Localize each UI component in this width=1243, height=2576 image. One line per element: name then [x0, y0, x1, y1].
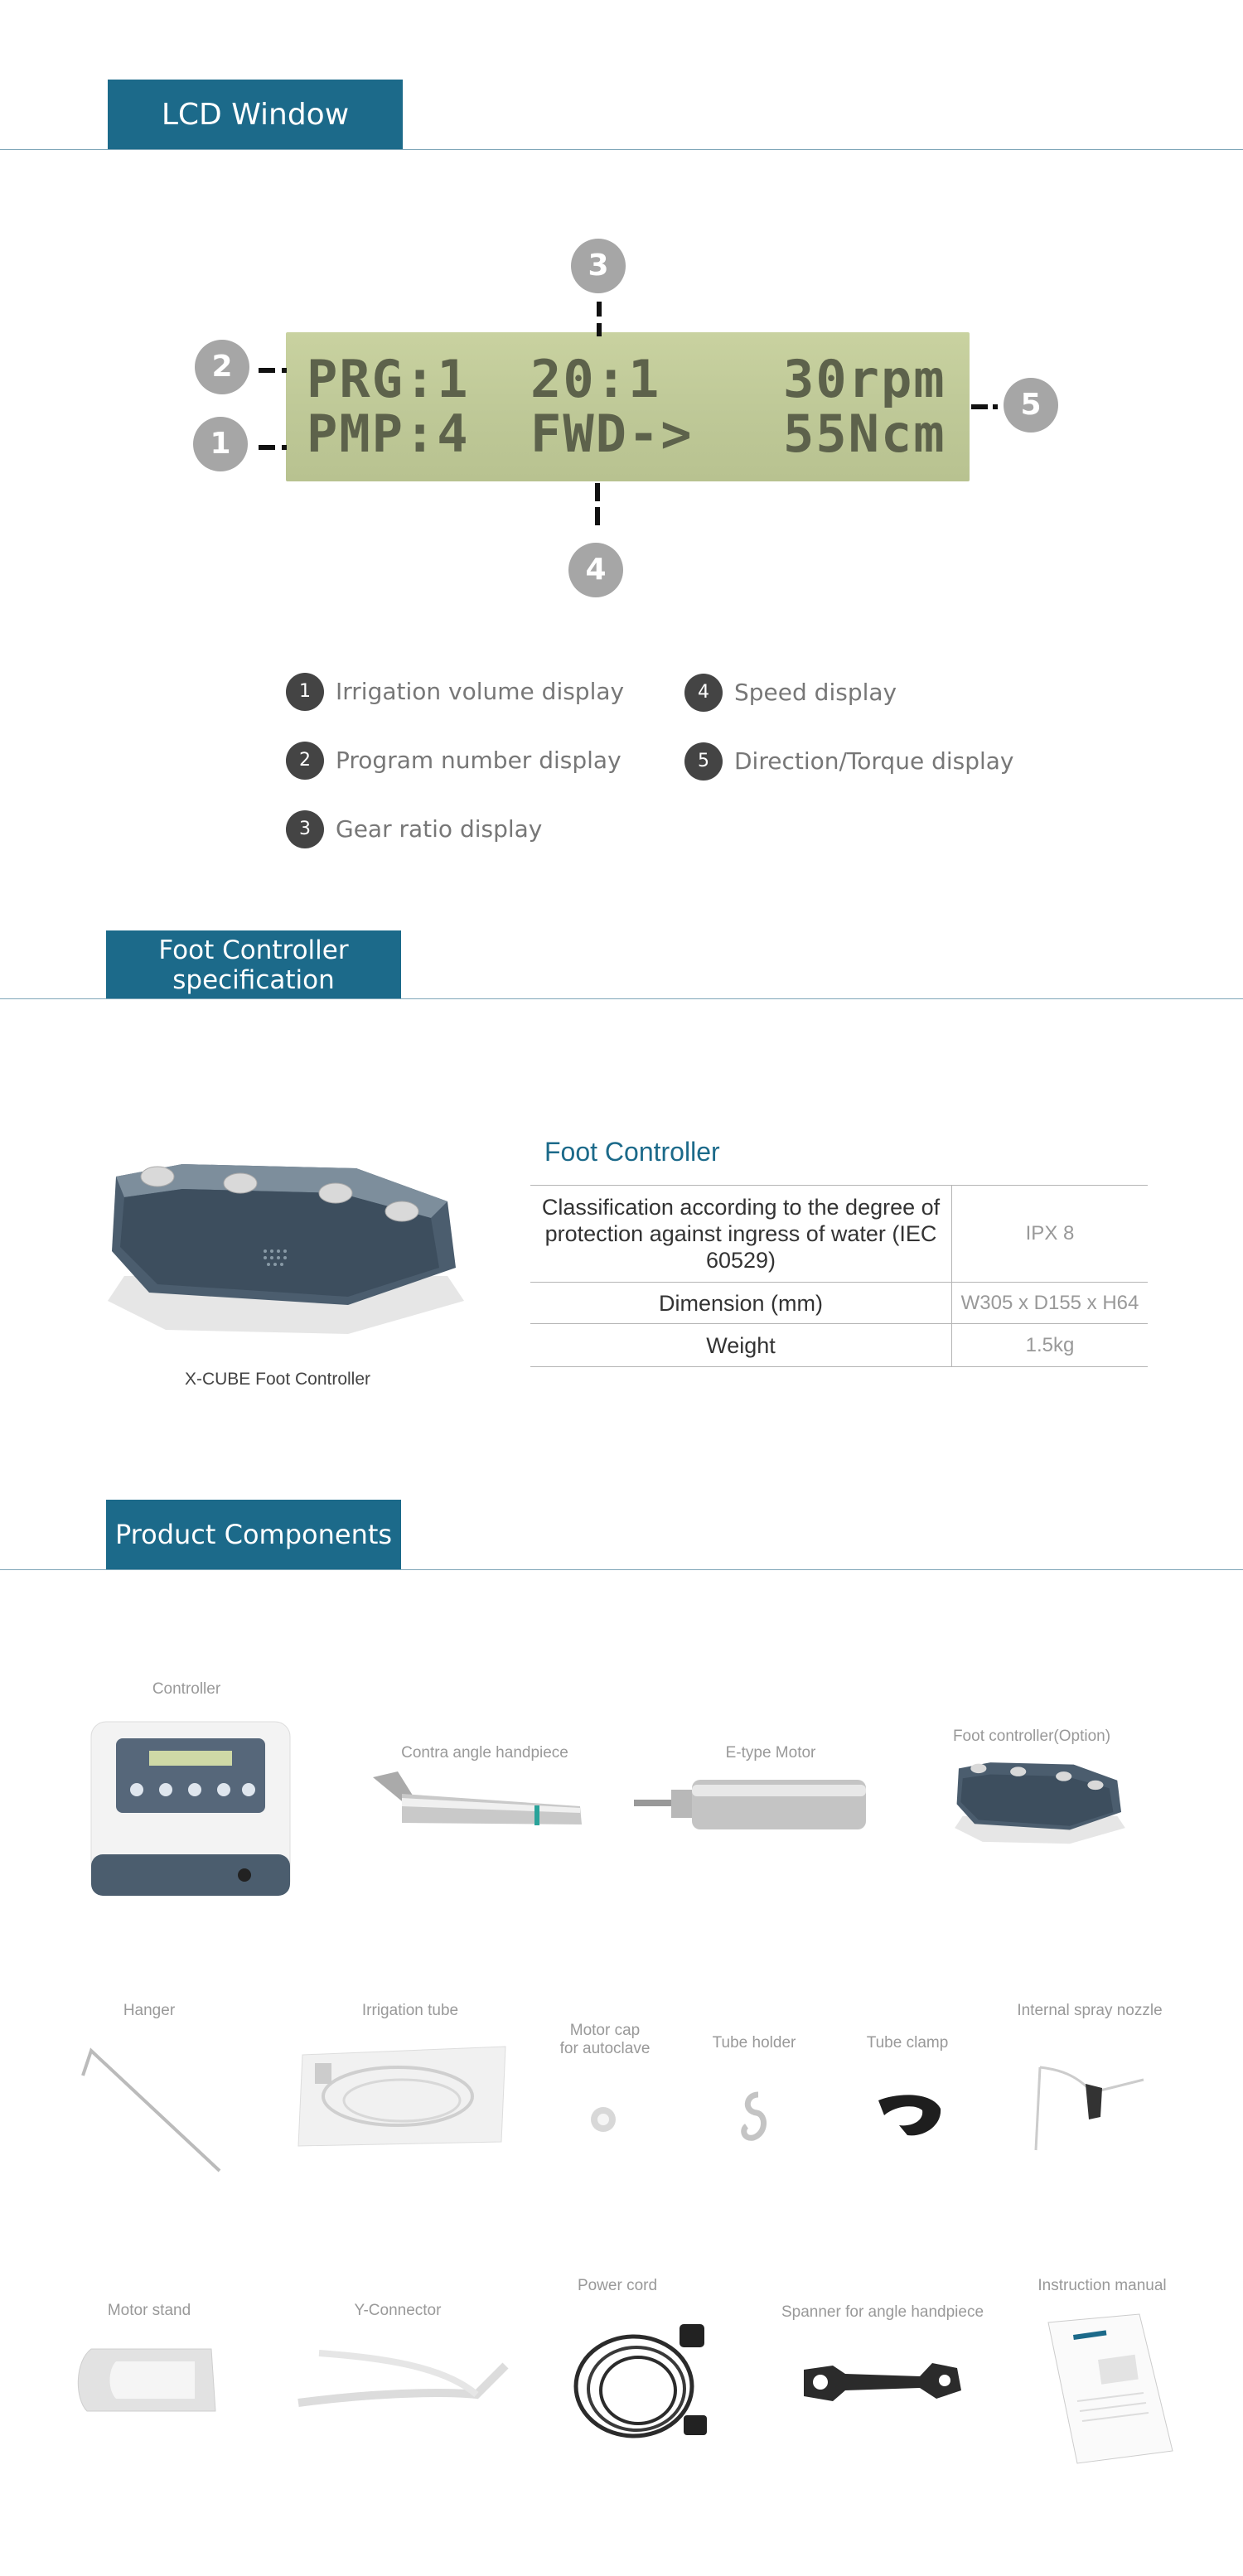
section-tab-lcd-window [108, 80, 403, 150]
motor-cap-image [588, 2105, 618, 2134]
lcd-gear-ratio: 20:1 [530, 349, 661, 409]
lcd-pump: PMP:4 [307, 404, 470, 464]
section-divider [0, 149, 1243, 150]
spec-key: Classification according to the degree of protection against ingress of water (IEC 60529) [530, 1186, 952, 1283]
leader-4 [595, 507, 600, 525]
component-label: Instruction manual [1037, 2277, 1167, 2294]
leader-1 [259, 445, 275, 450]
tube-holder-image [733, 2088, 775, 2146]
badge-3: 3 [571, 239, 626, 293]
table-row [530, 1186, 1148, 1283]
motor-image [634, 1773, 870, 1835]
badge-4: 4 [568, 543, 623, 597]
badge-1: 1 [193, 417, 248, 471]
spec-value: IPX 8 [952, 1186, 1149, 1283]
lcd-speed: 30rpm [783, 349, 946, 409]
legend-label: Irrigation volume display [336, 678, 625, 705]
leader-4 [595, 483, 600, 501]
table-row [530, 1283, 1148, 1324]
lcd-direction: FWD-> [530, 404, 694, 464]
y-connector-image [294, 2345, 510, 2415]
table-row [530, 1324, 1148, 1367]
spanner-image [796, 2353, 965, 2411]
lcd-window [286, 332, 970, 481]
section-title: LCD Window [161, 98, 350, 132]
spec-value: 1.5kg [952, 1324, 1149, 1367]
badge-5: 5 [1004, 378, 1058, 433]
controller-image [87, 1713, 294, 1904]
component-label: Internal spray nozzle [1017, 2002, 1163, 2019]
internal-spray-nozzle-image [1028, 2055, 1152, 2154]
component-label: Foot controller(Option) [952, 1728, 1111, 1745]
component-label: E-type Motor [725, 1744, 816, 1762]
spec-value: W305 x D155 x H64 [952, 1283, 1149, 1324]
leader-3 [597, 323, 602, 336]
component-label: Spanner for angle handpiece [781, 2303, 984, 2321]
lcd-row-2 [307, 405, 953, 463]
foot-controller-image [99, 1152, 472, 1342]
leader-5 [993, 404, 998, 409]
leader-3 [597, 302, 602, 317]
component-label: Motor stand [107, 2302, 191, 2319]
section-title: Foot Controller [158, 935, 349, 965]
motor-stand-image [70, 2341, 220, 2419]
component-label: Y-Connector [354, 2302, 442, 2319]
section-subtitle: specification [172, 965, 335, 995]
irrigation-tube-image [294, 2038, 514, 2154]
badge-2: 2 [195, 340, 249, 394]
section-title: Product Components [114, 1519, 393, 1550]
component-label: Contra angle handpiece [401, 1744, 568, 1762]
component-label: Tube holder [712, 2034, 796, 2052]
component-label: Motor cap [569, 2022, 641, 2039]
section-tab-foot-controller [106, 930, 401, 999]
component-label: Irrigation tube [361, 2002, 459, 2019]
section-divider [0, 998, 1243, 999]
foot-controller-option-image [941, 1757, 1139, 1848]
leader-5 [971, 404, 988, 409]
lcd-program: PRG:1 [307, 349, 470, 409]
component-label: Tube clamp [866, 2034, 949, 2052]
component-label: Controller [152, 1680, 221, 1698]
legend-label: Gear ratio display [336, 815, 543, 843]
instruction-manual-image [1040, 2310, 1181, 2467]
component-label: Hanger [123, 2002, 176, 2019]
leader-1 [282, 445, 287, 450]
legend-label: Direction/Torque display [734, 747, 1014, 775]
lcd-torque: 55Ncm [783, 404, 946, 464]
foot-controller-caption: X-CUBE Foot Controller [184, 1370, 371, 1389]
component-label: Power cord [577, 2277, 658, 2294]
legend-label: Speed display [734, 679, 897, 706]
hanger-image [75, 2042, 232, 2175]
spec-key: Dimension (mm) [530, 1283, 952, 1324]
spec-table [530, 1185, 1148, 1367]
legend-label: Program number display [336, 747, 622, 774]
lcd-row-1 [307, 350, 953, 408]
section-divider [0, 1569, 1243, 1570]
spec-table-title: Foot Controller [544, 1137, 720, 1167]
contra-angle-handpiece-image [365, 1765, 588, 1839]
tube-clamp-image [874, 2092, 945, 2142]
power-cord-image [563, 2316, 713, 2448]
section-tab-product-components [106, 1500, 401, 1570]
spec-key: Weight [530, 1324, 952, 1367]
leader-2 [282, 368, 287, 373]
component-label: for autoclave [559, 2040, 651, 2057]
leader-2 [259, 368, 275, 373]
